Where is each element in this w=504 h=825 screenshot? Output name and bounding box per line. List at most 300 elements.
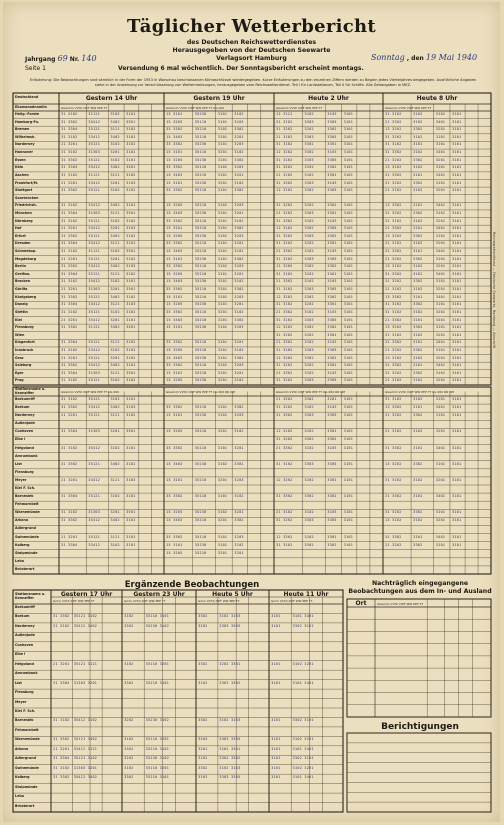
- table-cell: 31 3202: [276, 233, 293, 238]
- table-cell: 3201: [217, 218, 228, 223]
- supplement-cell: 3101: [271, 737, 281, 742]
- supplement-station-name: List: [15, 680, 22, 685]
- coastal-cell: 21 3202: [276, 397, 293, 401]
- table-cell: 35121: [88, 355, 101, 360]
- coastal-cell: 3302: [413, 510, 423, 515]
- table-cell: 35230: [194, 355, 207, 360]
- table-cell: 31 3302: [61, 325, 78, 330]
- coastal-station-name: Fehmarnbelt: [15, 502, 39, 507]
- table-cell: 35230: [194, 112, 207, 116]
- coastal-cell: 35121: [88, 461, 101, 466]
- coastal-cell: 3101: [452, 542, 462, 547]
- table-cell: 13 3202: [385, 325, 402, 330]
- table-cell: 3303: [304, 119, 314, 124]
- table-cell: 31 3202: [385, 180, 402, 185]
- table-cell: 3101: [343, 203, 354, 208]
- station-name: Frankfurt/M.: [15, 180, 39, 185]
- table-cell: 3101: [452, 378, 462, 383]
- supplement-cell: 3101: [271, 623, 281, 628]
- supplement-cell: 3101 3401: [292, 746, 314, 751]
- table-cell: 3101: [452, 203, 462, 208]
- table-cell: 3401: [435, 203, 446, 208]
- table-cell: 15 3101: [166, 226, 183, 231]
- table-cell: 3101: [343, 188, 354, 193]
- table-cell: 3301: [327, 142, 337, 147]
- table-cell: 31303: [88, 287, 101, 292]
- table-cell: 3101: [452, 340, 462, 345]
- subtitle-line-1: des Deutschen Reichswetterdienstes: [186, 39, 317, 46]
- table-cell: 3102: [126, 271, 136, 276]
- coastal-cell: 21 3201: [61, 534, 78, 539]
- table-cell: 3101: [452, 172, 462, 177]
- table-cell: 35210: [194, 294, 207, 299]
- table-cell: 3302: [327, 165, 337, 170]
- supplement-cell: 35412 3402: [73, 775, 98, 780]
- table-cell: 3101: [452, 294, 462, 299]
- table-cell: 3302: [327, 294, 337, 299]
- supplement-cell: 3101: [271, 775, 281, 780]
- station-name: Kiel: [15, 317, 23, 322]
- table-cell: 3101: [413, 203, 423, 208]
- coastal-cell: 3101: [343, 494, 354, 499]
- station-name: Greifsw.: [15, 271, 31, 276]
- table-cell: 3202: [304, 203, 314, 208]
- jahrgang-label: Jahrgang: [25, 56, 56, 63]
- supplement-subheader: Gmm VVhh DDF WW PPP TT: [198, 598, 240, 603]
- table-cell: 3201: [435, 127, 446, 132]
- table-cell: 3101: [343, 309, 354, 314]
- table-cell: 3102: [234, 309, 244, 314]
- table-cell: 3102: [234, 180, 244, 185]
- station-name: Flensburg: [15, 325, 34, 330]
- late-observations-title: Nachträglich eingegangene Beobachtungen aus dem In- und Ausland: [348, 580, 492, 595]
- nr-label: Nr.: [69, 56, 80, 63]
- station-name: Klagenfurt: [15, 340, 35, 345]
- coastal-cell: 3302: [327, 494, 337, 499]
- table-cell: 3201: [435, 309, 446, 314]
- table-cell: 15 3403: [166, 355, 183, 360]
- table-cell: 3102: [413, 287, 423, 292]
- coastal-cell: 3102: [234, 542, 244, 547]
- table-cell: 31 3102: [276, 332, 293, 337]
- coastal-cell: 3305: [327, 518, 337, 523]
- table-cell: 31 3102: [276, 347, 293, 352]
- table-cell: 31121: [88, 172, 101, 177]
- table-cell: 3102: [413, 165, 423, 170]
- table-cell: 3203: [234, 325, 244, 330]
- coastal-cell: 3101: [452, 518, 462, 523]
- coastal-cell: 33412: [88, 542, 101, 547]
- table-cell: 31 3102: [385, 241, 402, 246]
- station-name: Saarbrücken: [15, 195, 39, 200]
- table-cell: 33412: [88, 347, 101, 352]
- coastal-cell: 15 3101: [166, 477, 183, 482]
- table-cell: 3101: [452, 271, 462, 276]
- table-cell: 3201: [435, 355, 446, 360]
- table-cell: 3101: [217, 157, 228, 162]
- table-cell: 35412: [88, 203, 101, 208]
- coastal-cell: 31 3302: [276, 494, 293, 499]
- supplement-station-name: Arkona: [15, 746, 29, 751]
- table-cell: 35 3302: [166, 264, 183, 269]
- station-name: Magdeburg: [15, 256, 37, 261]
- table-cell: 3101: [343, 378, 354, 383]
- station-name: Stuttgart: [15, 188, 33, 193]
- table-cell: 31 3102: [61, 203, 78, 208]
- supplement-cell: 31 3302: [53, 614, 70, 619]
- table-cell: 3101: [452, 150, 462, 155]
- table-cell: 12 3202: [276, 264, 293, 269]
- coastal-cell: 31 3302: [276, 413, 293, 418]
- table-cell: 3101: [343, 150, 354, 155]
- supplement-cell: 3202: [124, 718, 134, 723]
- coastal-cell: 31 3302: [61, 518, 78, 523]
- coastal-cell: 33412: [88, 477, 101, 482]
- table-cell: 3101: [217, 241, 228, 246]
- coastal-cell: 3302: [234, 405, 244, 410]
- station-name: Helig.-Forste: [15, 112, 40, 116]
- station-name: Salzburg: [15, 363, 32, 368]
- coastal-corner-label: Stationsname u. Kennziffer: [15, 387, 46, 395]
- table-cell: 3101: [343, 112, 354, 116]
- coastal-station-name: List: [15, 461, 22, 466]
- coastal-cell: 3101: [452, 429, 462, 434]
- coastal-cell: 13 3202: [385, 461, 402, 466]
- coastal-cell: 3121: [110, 534, 120, 539]
- table-cell: 3101: [217, 172, 228, 177]
- station-name: Wilhelmsh.: [15, 134, 36, 139]
- coastal-cell: 3201: [217, 477, 228, 482]
- coastal-station-name: Flensburg: [15, 469, 34, 474]
- table-cell: 3101: [217, 226, 228, 231]
- coastal-cell: 3101: [435, 542, 446, 547]
- coastal-cell: 3121: [110, 413, 120, 418]
- coastal-cell: 3401: [435, 534, 446, 539]
- table-cell: 3101: [452, 226, 462, 231]
- table-cell: 3102: [217, 264, 228, 269]
- table-cell: 3101: [452, 241, 462, 246]
- table-cell: 15 3403: [166, 134, 183, 139]
- coastal-cell: 31 3102: [276, 542, 293, 547]
- coastal-station-name: Swinemünde: [15, 534, 39, 539]
- table-cell: 31 3102: [276, 378, 293, 383]
- station-name: München: [15, 210, 32, 215]
- coastal-cell: 3101: [343, 518, 354, 523]
- table-cell: 3302: [327, 203, 337, 208]
- table-cell: 31 3302: [61, 119, 78, 124]
- table-cell: 31 3102: [276, 256, 293, 261]
- supplement-cell: 35110 3201: [145, 737, 170, 742]
- table-cell: 3302: [234, 317, 244, 322]
- table-cell: 3305: [327, 287, 337, 292]
- table-cell: 35210: [194, 249, 207, 253]
- coastal-cell: 31 3202: [276, 437, 293, 442]
- supplement-cell: 3302: [198, 614, 208, 619]
- coastal-cell: 3101: [217, 494, 228, 499]
- table-cell: 3202: [304, 241, 314, 246]
- coastal-cell: 35412: [88, 518, 101, 523]
- table-cell: 12 3202: [276, 355, 293, 360]
- table-cell: 3121: [110, 172, 120, 177]
- station-name: Essen: [15, 157, 26, 162]
- coastal-cell: 31 3102: [385, 477, 402, 482]
- supplement-cell: 3102: [124, 765, 134, 770]
- supplement-cell: 3302: [198, 661, 208, 666]
- table-cell: 35230: [194, 180, 207, 185]
- table-cell: 33412: [88, 226, 101, 231]
- coastal-cell: 3102: [413, 397, 423, 401]
- table-cell: 3103: [126, 302, 136, 307]
- table-cell: 3302: [234, 226, 244, 231]
- table-cell: 3102: [234, 218, 244, 223]
- coastal-subheader: GGwmm VVhh DDF WW PPP TT UG 000 RR DM: [385, 390, 455, 394]
- table-cell: 3102: [126, 378, 136, 383]
- station-name: Köln: [15, 165, 24, 170]
- station-name: Hannover: [15, 150, 33, 155]
- supplement-subheader: Gmm VVhh DDF WW PPP TT: [53, 598, 95, 603]
- table-cell: 3201: [217, 249, 228, 253]
- subtitle-line-2: Herausgegeben von der Deutschen Seewarte: [172, 47, 331, 54]
- table-cell: 3103: [126, 180, 136, 185]
- coastal-cell: 35110: [194, 405, 207, 410]
- supplement-cell: 35210 3101: [145, 680, 170, 685]
- supplement-cell: 31 3102: [53, 718, 70, 723]
- table-cell: 3101: [343, 287, 354, 292]
- supplement-station-name: Amrumbank: [15, 671, 38, 676]
- table-cell: 3103: [327, 150, 337, 155]
- station-name: Bremen: [15, 127, 30, 132]
- supplement-cell: 3302: [198, 718, 208, 723]
- supplement-cell: 3101: [271, 746, 281, 751]
- table-cell: 3201: [435, 188, 446, 193]
- coastal-cell: 3101: [343, 461, 354, 466]
- table-cell: 3101: [343, 340, 354, 345]
- table-cell: 3201: [435, 264, 446, 269]
- table-cell: 3101: [343, 249, 354, 253]
- coastal-cell: 3101: [452, 494, 462, 499]
- table-cell: 21 3302: [276, 370, 293, 375]
- table-cell: 31 3102: [385, 309, 402, 314]
- coastal-cell: 3101: [413, 445, 423, 450]
- supplement-cell: 35121 3402: [73, 737, 98, 742]
- table-cell: 35230: [194, 302, 207, 307]
- supplement-cell: 35110 3101: [145, 614, 170, 619]
- table-cell: 3102: [126, 127, 136, 132]
- table-cell: 3101: [217, 271, 228, 276]
- table-cell: 3101: [343, 180, 354, 185]
- station-name: Nürnberg: [15, 218, 33, 223]
- supplement-station-name: Meyer: [15, 699, 27, 704]
- supplement-cell: 3102 3201: [292, 765, 314, 770]
- supplement-cell: 3102 3103: [219, 614, 241, 619]
- table-cell: 3102: [217, 294, 228, 299]
- coastal-cell: 3201: [110, 429, 120, 434]
- table-cell: 21 3102: [276, 134, 293, 139]
- table-cell: 35121: [88, 340, 101, 345]
- table-cell: 35110: [194, 165, 207, 170]
- table-cell: 21 3201: [61, 180, 78, 185]
- late-col-ort: Ort: [355, 600, 367, 607]
- table-cell: 21 3102: [385, 378, 402, 383]
- coastal-cell: 3102: [304, 445, 314, 450]
- table-cell: 3101: [435, 165, 446, 170]
- coastal-cell: 3401: [435, 445, 446, 450]
- table-cell: 3102: [126, 340, 136, 345]
- table-cell: 3401: [435, 172, 446, 177]
- supplement-cell: 3302 3101: [292, 756, 314, 761]
- table-cell: 3102: [413, 188, 423, 193]
- table-cell: 31 3202: [385, 370, 402, 375]
- coastal-cell: 3201: [234, 445, 244, 450]
- table-cell: 35412: [88, 119, 101, 124]
- table-cell: 13 3102: [385, 264, 402, 269]
- coastal-cell: 31 3302: [385, 534, 402, 539]
- coastal-cell: 3102: [217, 510, 228, 515]
- table-cell: 21 3302: [276, 249, 293, 253]
- coastal-cell: 3101: [343, 510, 354, 515]
- table-cell: 3102: [304, 249, 314, 253]
- supplement-cell: 3101 3401: [292, 680, 314, 685]
- table-cell: 3101: [217, 142, 228, 147]
- supplement-cell: 31303 3201: [73, 680, 98, 685]
- coastal-cell: 3101: [126, 445, 136, 450]
- table-cell: 31 3102: [385, 112, 402, 116]
- supplement-cell: 3202 3301: [219, 746, 241, 751]
- table-cell: 31 3202: [385, 279, 402, 284]
- coastal-cell: 3302: [327, 542, 337, 547]
- table-cell: 3401: [435, 150, 446, 155]
- table-cell: 3102: [126, 172, 136, 177]
- table-cell: 3101: [217, 355, 228, 360]
- table-cell: 3302: [413, 302, 423, 307]
- coastal-station-name: Stolpmünde: [15, 550, 38, 555]
- table-cell: 3101: [452, 127, 462, 132]
- table-cell: 3101: [126, 363, 136, 368]
- table-cell: 35 3302: [166, 287, 183, 292]
- table-cell: 31 3302: [385, 249, 402, 253]
- table-cell: 31 3102: [61, 249, 78, 253]
- coastal-station-name: Cuxhaven: [15, 429, 34, 434]
- table-cell: 31 3302: [385, 363, 402, 368]
- coastal-cell: 3102: [110, 542, 120, 547]
- table-cell: 3101: [217, 340, 228, 345]
- table-cell: 3402: [110, 294, 120, 299]
- table-cell: 3101: [452, 157, 462, 162]
- supplement-station-name: Borkumriff: [15, 605, 35, 609]
- table-cell: 3101: [343, 264, 354, 269]
- table-cell: 3302: [327, 264, 337, 269]
- coastal-cell: 3402: [110, 405, 120, 410]
- supplement-cell: 3302 3302: [219, 756, 241, 761]
- table-cell: 3501: [126, 210, 136, 215]
- supplement-cell: 3102: [124, 661, 134, 666]
- coastal-cell: 21 3302: [385, 494, 402, 499]
- coastal-cell: 3101: [435, 413, 446, 418]
- coastal-cell: 3201: [234, 510, 244, 515]
- coastal-station-name: Adlergrund: [15, 526, 36, 531]
- table-cell: 3102: [110, 347, 120, 352]
- coastal-cell: 3301: [327, 477, 337, 482]
- supplement-cell: 3101: [271, 680, 281, 685]
- section-subheader: GGwmm VVhh DDF WW PPP TT: [385, 105, 432, 110]
- table-cell: 12 3121: [276, 112, 293, 116]
- supplement-station-name: Außenjade: [15, 633, 35, 638]
- table-cell: 3102: [304, 112, 314, 116]
- table-cell: 3302: [234, 355, 244, 360]
- coastal-cell: 31 3102: [276, 405, 293, 410]
- day-value: Sonntag: [371, 53, 405, 62]
- table-cell: 3101: [452, 302, 462, 307]
- station-name: Aachen: [15, 172, 29, 177]
- table-cell: 3101: [126, 203, 136, 208]
- table-cell: 3101: [452, 249, 462, 253]
- table-cell: 3101: [452, 188, 462, 193]
- coastal-cell: 3305: [327, 461, 337, 466]
- table-cell: 35110: [194, 134, 207, 139]
- supplement-cell: 31 3302: [53, 737, 70, 742]
- supplement-cell: 3303 3305: [219, 775, 241, 780]
- coastal-cell: 15 3403: [166, 461, 183, 466]
- supplement-cell: 31 3102: [53, 765, 70, 770]
- table-cell: 21 3202: [385, 256, 402, 261]
- table-cell: 3201: [435, 157, 446, 162]
- table-cell: 3103: [126, 134, 136, 139]
- coastal-cell: 3101: [413, 494, 423, 499]
- table-cell: 3203: [234, 119, 244, 124]
- table-cell: 3303: [304, 233, 314, 238]
- table-cell: 3101: [126, 279, 136, 284]
- coastal-cell: 3101: [217, 405, 228, 410]
- table-cell: 3102: [435, 112, 446, 116]
- table-cell: 35230: [194, 210, 207, 215]
- table-cell: 3302: [234, 287, 244, 292]
- table-cell: 35110: [194, 340, 207, 345]
- table-cell: 3121: [110, 340, 120, 345]
- coastal-cell: 3101: [452, 510, 462, 515]
- coastal-cell: 3203: [234, 534, 244, 539]
- table-cell: 3301: [327, 172, 337, 177]
- supplement-cell: 3302: [124, 746, 134, 751]
- table-cell: 3303: [304, 134, 314, 139]
- table-cell: 3201: [234, 241, 244, 246]
- coastal-cell: 35210: [194, 518, 207, 523]
- table-cell: 3302: [304, 150, 314, 155]
- table-cell: 3101: [435, 142, 446, 147]
- coastal-cell: 3103: [126, 534, 136, 539]
- table-cell: 3101: [435, 347, 446, 352]
- date-prefix: , den: [406, 55, 424, 62]
- supplement-cell: 3101 3401: [292, 614, 314, 619]
- supplement-station-name: Cuxhaven: [15, 642, 34, 647]
- table-cell: 35412: [88, 317, 101, 322]
- coastal-cell: 3203: [234, 413, 244, 418]
- table-cell: 15 3101: [166, 256, 183, 261]
- coastal-cell: 21 3102: [385, 429, 402, 434]
- table-cell: 3501: [126, 119, 136, 124]
- jahrgang-value: 69: [57, 54, 68, 63]
- table-cell: 3101: [343, 165, 354, 170]
- table-cell: 31 3102: [276, 363, 293, 368]
- coastal-cell: 35 3302: [166, 405, 183, 410]
- table-cell: 35210: [194, 370, 207, 375]
- table-cell: 3101: [343, 157, 354, 162]
- table-cell: 3101: [452, 134, 462, 139]
- table-cell: 3201: [217, 378, 228, 383]
- table-cell: 3102: [217, 203, 228, 208]
- coastal-station-name: Barnesiek: [15, 494, 34, 499]
- table-cell: 35 3302: [166, 218, 183, 223]
- coastal-cell: 3101: [452, 534, 462, 539]
